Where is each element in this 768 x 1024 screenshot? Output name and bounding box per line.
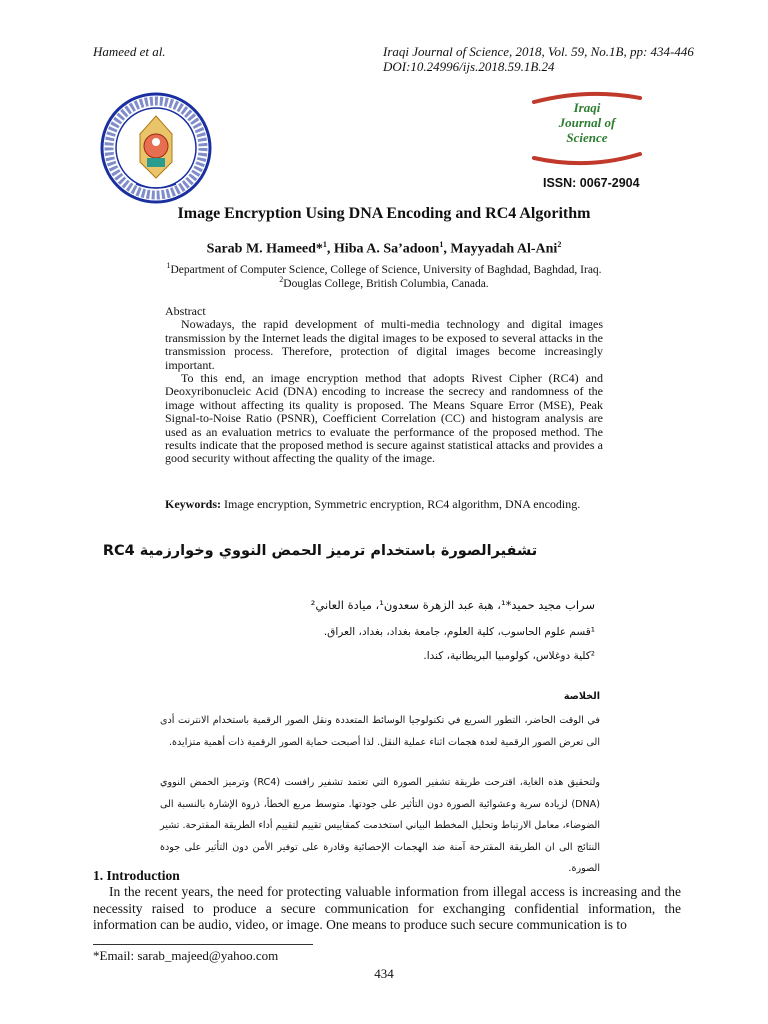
author-name: Mayyadah Al-Ani <box>450 241 558 257</box>
author-mark: 2 <box>557 240 562 249</box>
affiliation-2 <box>0 275 768 290</box>
arabic-authors: سراب مجيد حميد*¹، هبة عبد الزهرة سعدون¹، ميادة العاني² <box>310 598 595 612</box>
running-header-authors: Hameed et al. <box>93 44 166 59</box>
affiliation-mark: 1 <box>166 261 171 270</box>
author-list: Sarab M. Hameed*$^1$, Hiba A. Sa’adoon$^1$, Mayyadah Al-Ani$^2$ <box>206 240 562 257</box>
author-mark: 1 <box>439 240 444 249</box>
author-name: Sarab M. Hameed <box>206 241 316 257</box>
footnote-email: *Email: sarab_majeed@yahoo.com <box>93 948 279 963</box>
affiliation-text: Douglas College, British Columbia, Canada. <box>283 277 489 290</box>
author-name: Hiba A. Sa’adoon <box>333 241 440 257</box>
journal-logo-line-3: Science <box>566 130 608 145</box>
running-header-doi: DOI:10.24996/ijs.2018.59.1B.24 <box>383 59 555 74</box>
arabic-abstract-heading: الخلاصة <box>563 691 600 702</box>
keywords-label: Keywords: <box>165 497 221 511</box>
author-mark: 1 <box>322 240 327 249</box>
college-seal-logo <box>100 92 212 204</box>
issn-label: ISSN: 0067-2904 <box>543 176 640 190</box>
abstract-section <box>165 305 603 466</box>
footnote-divider <box>93 944 313 945</box>
arabic-abstract-paragraph-1: في الوقت الحاضر، التطور السريع في تكنولوجيا الوسائط المتعددة ونقل الصور الرقمية باستخدام الانترنت أدى الى تعرض الصور الرقمية لعدة هجمات اثناء عملية النقل. لذا أصبحت حماية الصور الرقمية ذات أهمية متزايدة. <box>160 715 600 748</box>
introduction-heading: 1. Introduction <box>93 868 180 883</box>
affiliation-mark: 2 <box>279 275 284 284</box>
arabic-abstract-paragraph-2: ولتحقيق هذه الغاية، اقترحت طريقة تشفير الصورة التي تعتمد تشفير رافست (RC4) وترميز الحمض النووي (DNA) لزيادة سرية وعشوائية الصورة دون التأثير على جودتها. متوسط مربع الخطأ، ذروة الإشارة بالنسبة الى الضوضاء، معامل الارتباط وتحليل المخطط البياني استخدمت كمقاييس تقييم لتقييم أداء الطريقة المقترحة. تشير النتائج الى ان الطريقة المقترحة آمنة ضد الهجمات الإحصائية وقادرة على توفير الأمن دون التأثير على جودة الصورة. <box>160 777 600 874</box>
journal-logo-line-2: Journal of <box>558 115 616 130</box>
author-star: * <box>315 241 323 257</box>
keywords-text: Image encryption, Symmetric encryption, RC4 algorithm, DNA encoding. <box>224 497 581 511</box>
abstract-paragraph-1: Nowadays, the rapid development of multi-media technology and digital images transmission by the Internet leads the digital images to be exposed to several attacks in the transmission process. Therefore, protection of digital images become increasingly important. <box>165 317 603 372</box>
journal-logo <box>528 84 646 174</box>
page-number: 434 <box>374 966 394 981</box>
arabic-affiliation-2: ²كلية دوغلاس، كولومبيا البريطانية، كندا. <box>423 650 595 662</box>
abstract-paragraph-2: To this end, an image encryption method that adopts Rivest Cipher (RC4) and Deoxyribonucleic Acid (DNA) encoding to increase the secrecy and randomness of the image without affecting its quality is proposed. The Means Square Error (MSE), Peak Signal-to-Noise Ratio (PSNR), Coefficient Correlation (CC) and histogram analysis are used as an evaluation metrics to evaluate the performance of the proposed method. The results indicate that the proposed method is secure against statistical attacks and provides a good security without affecting the quality of the image. <box>165 371 603 466</box>
abstract-heading: Abstract <box>165 304 206 318</box>
affiliation-text: Department of Computer Science, College of Science, University of Baghdad, Baghdad, Iraq. <box>170 263 602 276</box>
journal-logo-line-1: Iraqi <box>573 100 601 115</box>
arabic-title: تشفيرالصورة باستخدام ترميز الحمض النووي وخوارزمية RC4 <box>102 543 538 559</box>
running-header-journal: Iraqi Journal of Science, 2018, Vol. 59, No.1B, pp: 434-446 <box>383 44 694 59</box>
keywords-section <box>165 498 603 511</box>
arabic-affiliation-1: ¹قسم علوم الحاسوب، كلية العلوم، جامعة بغداد، بغداد، العراق. <box>323 626 595 638</box>
affiliation-1 <box>0 261 768 276</box>
paper-title: Image Encryption Using DNA Encoding and RC4 Algorithm <box>177 205 591 222</box>
introduction-paragraph: In the recent years, the need for protecting valuable information from illegal access is increasing and the necessity raised to produce a secure communication for exchanging confidential information, the information can be audio, video, or image. One means to produce such secure communication is to <box>93 884 681 932</box>
